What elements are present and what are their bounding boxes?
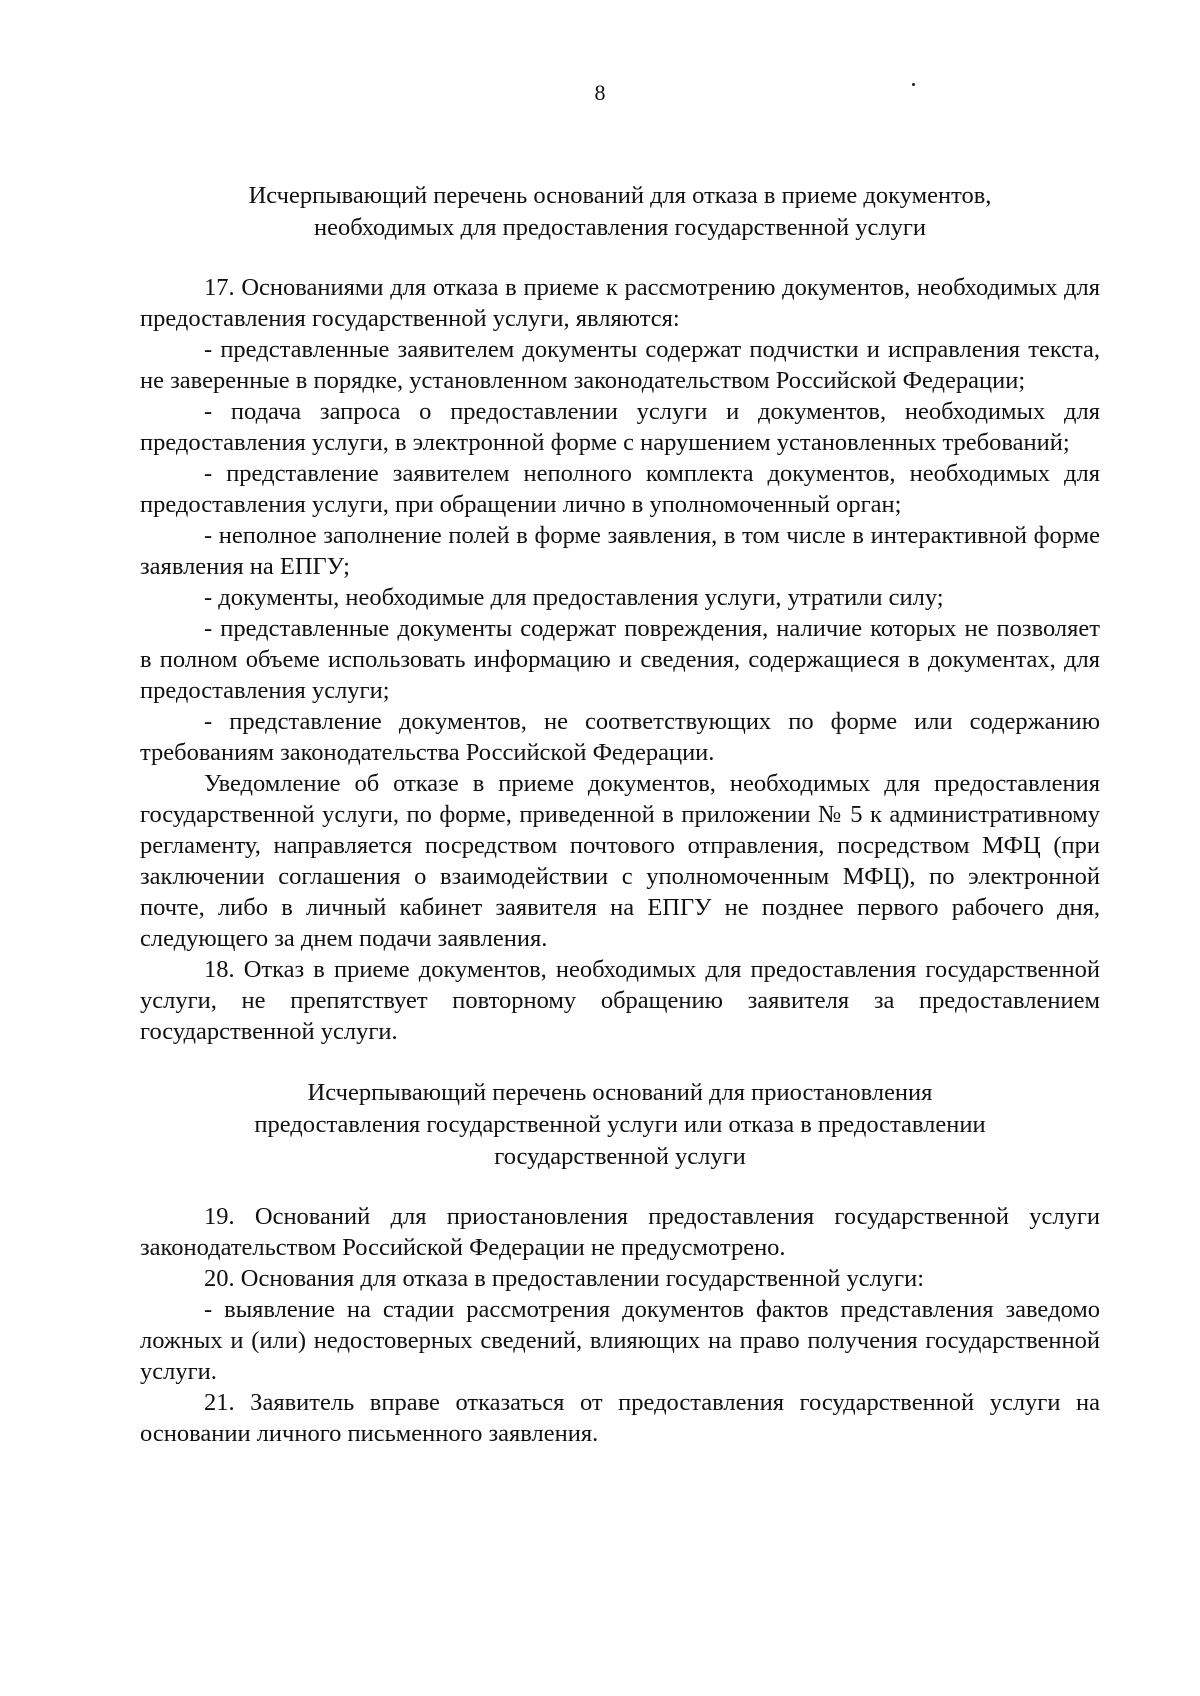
list-item-incomplete-set: - представление заявителем неполного комплекта документов, необходимых для предоставления услуги, при обращении лично в уполномоченный орган;: [140, 460, 1100, 518]
paragraph-19: 19. Оснований для приостановления предоставления государственной услуги законодательством Российской Федерации не предусмотрено.: [140, 1203, 1100, 1261]
list-item-corrections: - представленные заявителем документы содержат подчистки и исправления текста, не заверенные в порядке, установленном законодательством Российской Федерации;: [140, 336, 1100, 394]
paragraph-17: 17. Основаниями для отказа в приеме к рассмотрению документов, необходимых для предоставления государственной услуги, являются:: [140, 274, 1100, 332]
paragraph-21: 21. Заявитель вправе отказаться от предоставления государственной услуги на основании личного письменного заявления.: [140, 1389, 1100, 1447]
section-heading-refusal-acceptance: [140, 180, 1100, 244]
list-item-damaged-documents: - представленные документы содержат повреждения, наличие которых не позволяет в полном объеме использовать информацию и сведения, содержащиеся в документах, для предоставления услуги;: [140, 615, 1100, 704]
heading-line: предоставления государственной услуги или отказа в предоставлении: [254, 1111, 986, 1138]
list-item-false-information: - выявление на стадии рассмотрения документов фактов представления заведомо ложных и (или) недостоверных сведений, влияющих на право получения государственной услуги.: [140, 1296, 1100, 1385]
list-item-expired-documents: - документы, необходимые для предоставления услуги, утратили силу;: [204, 584, 944, 611]
scan-speck: [912, 83, 915, 86]
heading-line: необходимых для предоставления государственной услуги: [313, 214, 927, 241]
list-item-electronic-violation: - подача запроса о предоставлении услуги и документов, необходимых для предоставления услуги, в электронной форме с нарушением установленных требований;: [140, 398, 1100, 456]
heading-line: Исчерпывающий перечень оснований для приостановления: [307, 1079, 933, 1106]
heading-line: Исчерпывающий перечень оснований для отказа в приеме документов,: [248, 182, 992, 209]
paragraph-20: 20. Основания для отказа в предоставлении государственной услуги:: [204, 1265, 925, 1292]
page-number: 8: [594, 80, 606, 105]
section-heading-suspension-refusal: [140, 1077, 1100, 1173]
paragraph-notification: Уведомление об отказе в приеме документов, необходимых для предоставления государственной услуги, по форме, приведенной в приложении № 5 к административному регламенту, направляется посредством почтового отправления, посредством МФЦ (при заключении соглашения о взаимодействии с уполномоченным МФЦ), по электронной почте, либо в личный кабинет заявителя на ЕПГУ не позднее первого рабочего дня, следующего за днем подачи заявления.: [140, 770, 1100, 952]
paragraph-18: 18. Отказ в приеме документов, необходимых для предоставления государственной услуги, не препятствует повторному обращению заявителя за предоставлением государственной услуги.: [140, 956, 1100, 1045]
heading-line: государственной услуги: [494, 1143, 746, 1170]
list-item-nonconforming-documents: - представление документов, не соответствующих по форме или содержанию требованиям законодательства Российской Федерации.: [140, 708, 1100, 766]
document-body: [140, 180, 1100, 1449]
list-item-incomplete-fields: - неполное заполнение полей в форме заявления, в том числе в интерактивной форме заявления на ЕПГУ;: [140, 522, 1100, 580]
